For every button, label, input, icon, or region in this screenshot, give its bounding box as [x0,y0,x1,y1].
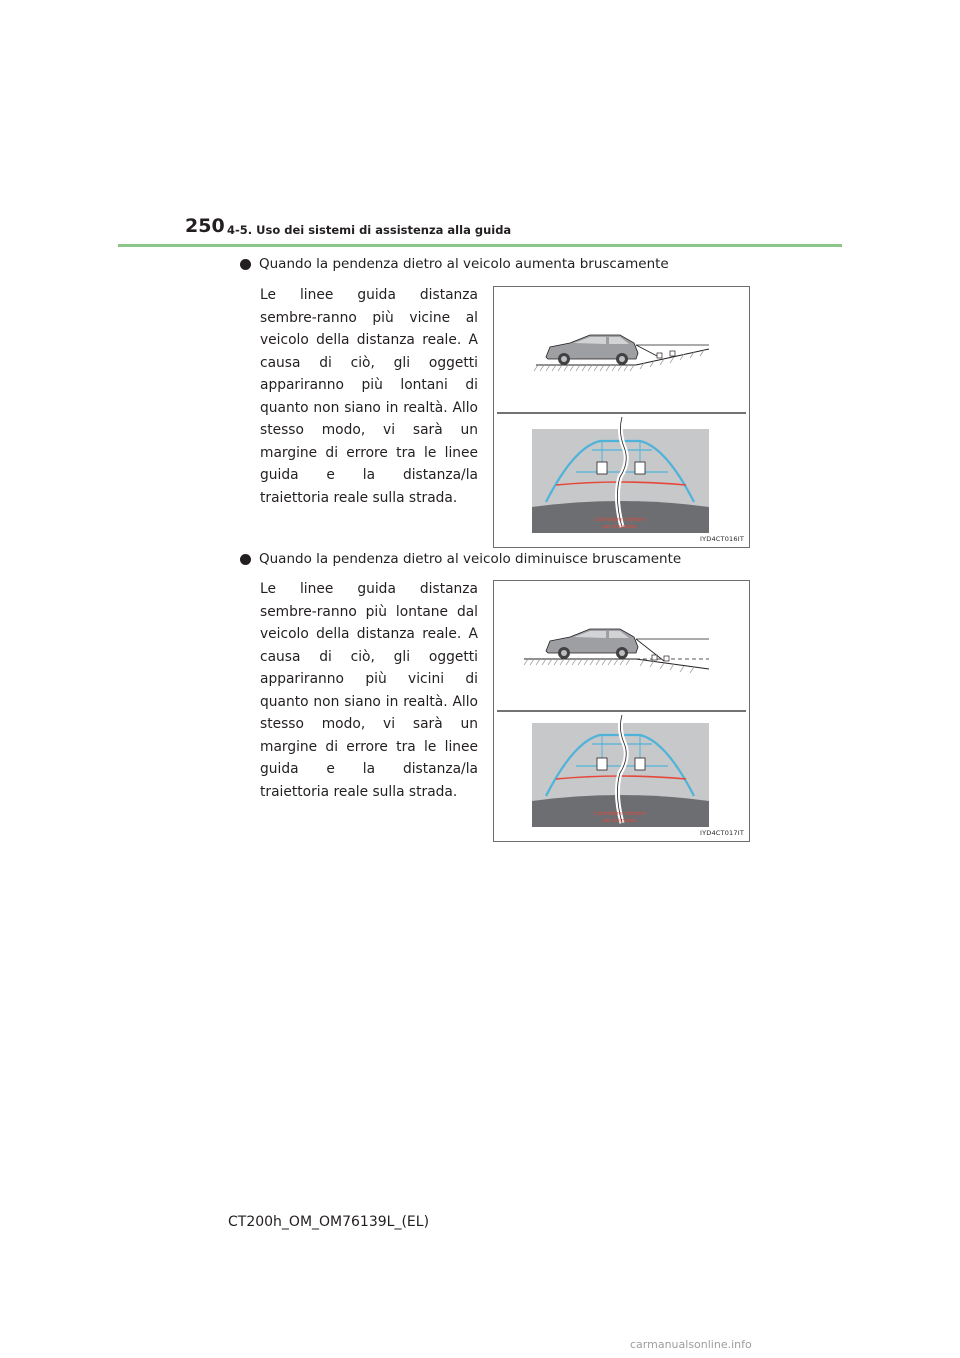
footer-doc-code: CT200h_OM_OM76139L_(EL) [228,1214,430,1230]
side-view-diagram [524,629,709,673]
figure-illustration [494,287,751,549]
bullet-text: Quando la pendenza dietro al veicolo diminuisce bruscamente [259,551,682,567]
watermark: carmanualsonline.info [630,1338,752,1351]
camera-screen [532,417,709,533]
car-icon [546,335,638,365]
camera-screen [532,715,709,827]
bullet-text: Quando la pendenza dietro al veicolo aumenta bruscamente [259,256,669,272]
side-view-diagram [534,335,709,371]
body-paragraph: Le linee guida distanza sembre-ranno più vicine al veicolo della distanza reale. A causa di ciò, gli oggetti appariranno più lontani di quanto non siano in realtà. Allo stesso modo, vi sarà un margine di errore tra le linee guida e la distanza/la traiettoria reale sulla strada. [260,287,478,506]
figure-slope-decrease [493,580,750,842]
figure-illustration [494,581,751,843]
figure-slope-increase [493,286,750,548]
page-number: 250 [185,215,225,237]
svg-text:per sicurezza.: per sicurezza. [602,524,638,530]
bullet-item [240,256,669,272]
car-icon [546,629,638,659]
svg-text:Controllare i dintorni: Controllare i dintorni [594,517,646,523]
svg-text:per sicurezza.: per sicurezza. [602,818,638,824]
bullet-item [240,551,681,567]
section-title: 4-5. Uso dei sistemi di assistenza alla guida [227,223,512,237]
bullet-icon [240,554,251,565]
svg-text:Controllare i dintorni: Controllare i dintorni [594,811,646,817]
bullet-icon [240,259,251,270]
figure-code: IYD4CT016IT [699,535,744,543]
figure-code: IYD4CT017IT [699,829,744,837]
body-paragraph: Le linee guida distanza sembre-ranno più lontane dal veicolo della distanza reale. A causa di ciò, gli oggetti appariranno più vicini di quanto non siano in realtà. Allo stesso modo, vi sarà un margine di errore tra le linee guida e la distanza/la traiettoria reale sulla strada. [260,581,478,800]
header-rule [118,244,842,247]
